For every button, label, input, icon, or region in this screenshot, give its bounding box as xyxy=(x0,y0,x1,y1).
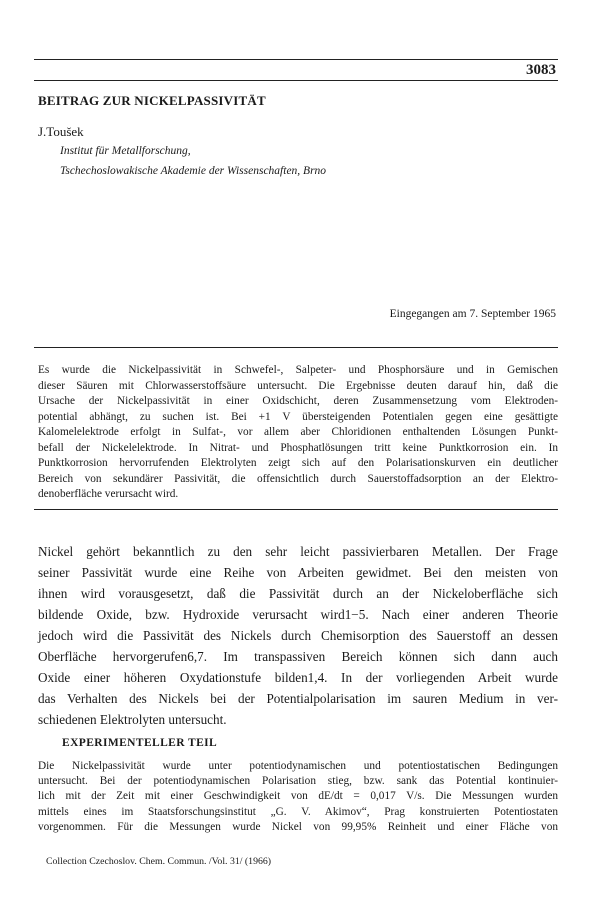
abstract xyxy=(38,363,558,503)
header-rule xyxy=(34,59,558,60)
section-line: mittels eines im Staatsforschungsinstitut „G. V. Akimov“, Prag konstruierten Potentiostaten xyxy=(38,805,558,818)
body-line: schiedenen Elektrolyten untersucht. xyxy=(38,712,227,727)
section-heading: EXPERIMENTELLER TEIL xyxy=(62,737,218,749)
header-rule-lower xyxy=(34,80,558,81)
abstract-line: Kalomelelektrode erfolgt in Sulfat-, vor allem aber Chloridionen enthaltenden Lösungen Punkt- xyxy=(38,426,558,438)
section-line: untersucht. Bei der potentiodynamischen Polarisation stieg, bzw. sank das Potential kontinuier- xyxy=(38,775,558,788)
section-line: Die Nickelpassivität wurde unter potentiodynamischen und potentiostatischen Bedingungen xyxy=(38,760,558,772)
abstract-bottom-rule xyxy=(34,509,558,510)
abstract-line: Ursache der Nickelpassivität in einer Oxidschicht, deren Zusammensetzung vom Elektroden- xyxy=(38,395,558,407)
page-number: 3083 xyxy=(526,62,556,78)
abstract-line: Bereich von sekundärer Passivität, die offensichtlich durch Sauerstoffadsorption an der Elektro- xyxy=(38,472,558,485)
footer-citation: Collection Czechoslov. Chem. Commun. /Vol. 31/ (1966) xyxy=(46,856,272,867)
body-line: bildende Oxide, bzw. Hydroxide verursacht wird1−5. Nach einer anderen Theorie xyxy=(38,607,558,622)
affiliation-line: Institut für Metallforschung, xyxy=(60,145,191,157)
abstract-line: dieser Säuren mit Chlorwasserstoffsäure untersucht. Die Ergebnisse deuten darauf hin, daß die xyxy=(38,379,558,392)
body-line: seiner Passivität wurde eine Reihe von Arbeiten gewidmet. Bei den meisten von xyxy=(38,565,558,580)
body-line: jedoch wird die Passivität des Nickels durch Chemisorption des Sauerstoff an dessen xyxy=(38,628,558,643)
abstract-line: Es wurde die Nickelpassivität in Schwefel-, Salpeter- und Phosphorsäure und in Gemischen xyxy=(38,364,558,376)
article-title: BEITRAG ZUR NICKELPASSIVITÄT xyxy=(38,93,266,108)
body-line: ihnen wird vorausgesetzt, daß die Passivität durch an der Nickeloberfläche sich xyxy=(38,586,558,601)
body-line: das Verhalten des Nickels bei der Potentialpolarisation im sauren Medium in ver- xyxy=(38,691,558,706)
introduction xyxy=(38,541,558,730)
affiliation-line: Tschechoslowakische Akademie der Wissenschaften, Brno xyxy=(60,165,327,177)
section-line: lich mit der Zeit mit einer Geschwindigkeit von dE/dt = 0,017 V/s. Die Messungen wurden xyxy=(38,790,558,803)
section-line: vorgenommen. Für die Messungen wurde Nickel von 99,95% Reinheit und einer Fläche von xyxy=(38,820,558,833)
received-date: Eingegangen am 7. September 1965 xyxy=(389,308,556,320)
abstract-line: Punktkorrosion hervorrufenden Elektrolyten zeigt sich auf den Polarisationskurven ein deutlicher xyxy=(38,457,558,469)
abstract-line: potential abhängt, zu suchen ist. Bei +1 V übersteigenden Potentialen gegen eine gesättigte xyxy=(38,410,558,423)
author: J.Toušek xyxy=(38,124,84,139)
abstract-line: befall der Nickelelektrode. In Nitrat- und Phosphatlösungen tritt keine Punktkorrosion ein. In xyxy=(38,441,558,454)
abstract-top-rule xyxy=(34,347,558,348)
abstract-line: denoberfläche verursacht wird. xyxy=(38,488,179,500)
body-line: Oberfläche hervorgerufen6,7. Im transpassiven Bereich können sich dann auch xyxy=(38,649,558,664)
body-line: Oxide einer höheren Oxydationstufe bilden1,4. In der vorliegenden Arbeit wurde xyxy=(38,670,558,685)
experimental-section xyxy=(38,759,558,835)
body-line: Nickel gehört bekanntlich zu den sehr leicht passivierbaren Metallen. Der Frage xyxy=(38,544,558,559)
